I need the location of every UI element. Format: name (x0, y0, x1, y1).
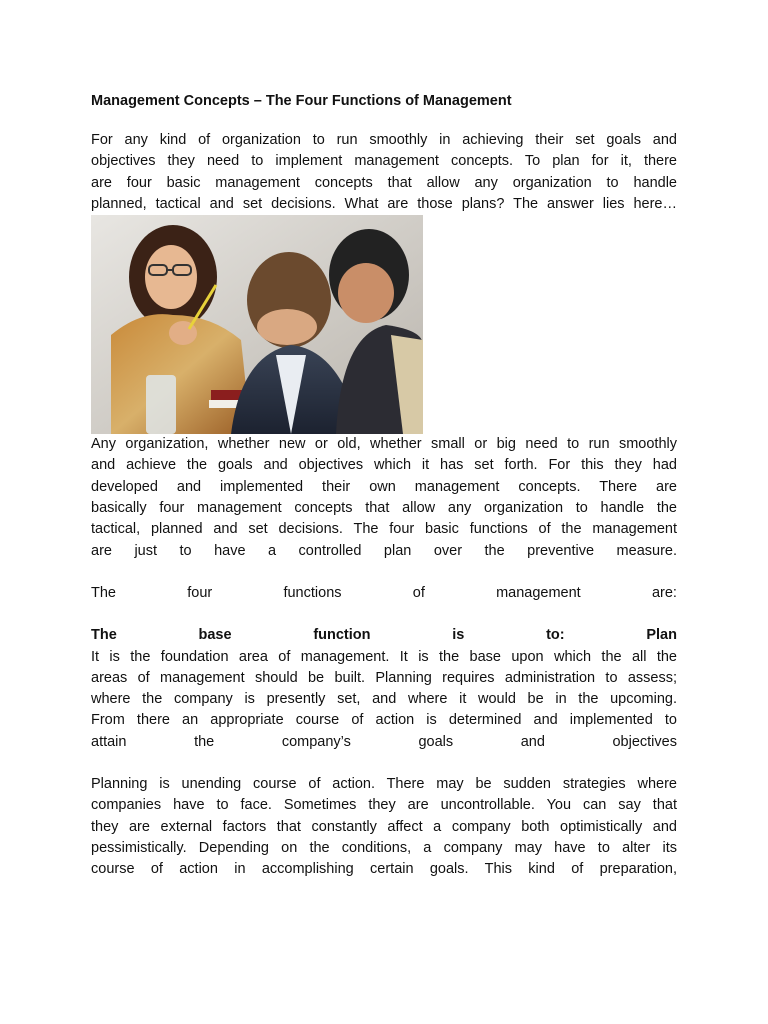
word: The (91, 584, 116, 601)
word: is (452, 627, 465, 644)
intro-line: objectives they need to implement management concepts. To plan for it, there (91, 153, 677, 170)
paragraph-line: are just to have a controlled plan over the preventive measure. (91, 542, 677, 559)
attain-line (91, 732, 677, 753)
functions-heading-line (91, 583, 677, 604)
base-function-heading (91, 625, 677, 646)
paragraph-line: areas of management should be built. Planning requires administration to assess; (91, 669, 677, 686)
paragraph-line: pessimistically. Depending on the conditions, a company may have to alter its (91, 839, 677, 856)
paragraph-line: and achieve the goals and objectives which it has set forth. For this they had (91, 457, 677, 474)
intro-line: planned, tactical and set decisions. What are those plans? The answer lies here… (91, 195, 677, 212)
paragraph-line: From there an appropriate course of action is determined and implemented to (91, 712, 677, 729)
word: Plan (646, 627, 677, 644)
meeting-photo (91, 215, 423, 434)
paragraph-line: tactical, planned and set decisions. The four basic functions of the management (91, 521, 677, 538)
word: four (187, 584, 213, 601)
intro-paragraph (91, 130, 677, 215)
paragraph-line: It is the foundation area of management. It is the base upon which the all the (91, 648, 677, 665)
intro-line: are four basic management concepts that allow any organization to handle (91, 174, 677, 191)
word: functions (283, 584, 342, 601)
word: company’s (281, 733, 351, 750)
paragraph-line: Any organization, whether new or old, whether small or big need to run smoothly (91, 436, 677, 453)
word: and (520, 733, 545, 750)
word: attain (91, 733, 127, 750)
organization-paragraph (91, 434, 677, 562)
word: are: (651, 584, 677, 601)
planning-continued-paragraph (91, 774, 677, 880)
word: to: (546, 627, 565, 644)
word: of (412, 584, 425, 601)
paragraph-line: course of action in accomplishing certain goals. This kind of preparation, (91, 861, 677, 878)
intro-line: For any kind of organization to run smoothly in achieving their set goals and (91, 132, 677, 148)
paragraph-line: basically four management concepts that allow any organization to handle the (91, 500, 677, 517)
word: management (496, 584, 581, 601)
page-title: Management Concepts – The Four Functions of Management (91, 93, 512, 109)
paragraph-line: where the company is presently set, and where it would be in the upcoming. (91, 691, 677, 708)
word: function (313, 627, 371, 644)
planning-paragraph (91, 647, 677, 753)
word: objectives (612, 733, 677, 750)
word: The (91, 627, 117, 644)
word: the (194, 733, 215, 750)
paragraph-line: they are external factors that constantly affect a company both optimistically and (91, 818, 677, 835)
document-body (91, 91, 677, 881)
paragraph-line: companies have to face. Sometimes they are uncontrollable. You can say that (91, 797, 677, 814)
paragraph-line: developed and implemented their own management concepts. There are (91, 478, 677, 495)
paragraph-line: Planning is unending course of action. There may be sudden strategies where (91, 776, 677, 793)
word: base (198, 627, 232, 644)
word: goals (418, 733, 454, 750)
